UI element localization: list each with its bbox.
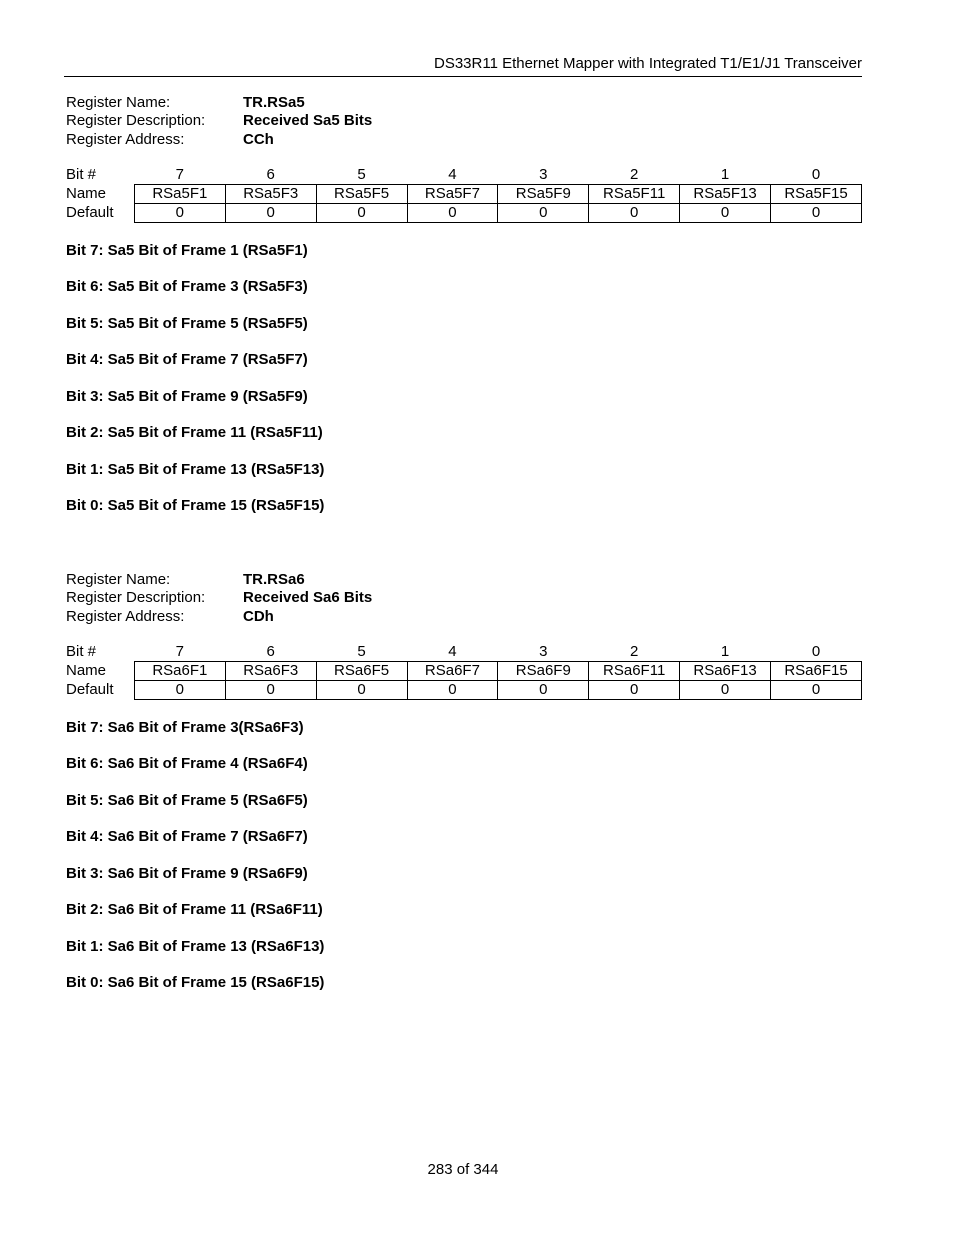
bit-number: 7 — [175, 642, 185, 660]
bit-name: RSa5F13 — [680, 184, 771, 203]
bit-description-list — [66, 719, 862, 1011]
bit-description: Bit 6: Sa5 Bit of Frame 3 (RSa5F3) — [66, 278, 308, 296]
bit-default-row — [66, 203, 862, 222]
register-name-label: Register Name: — [66, 94, 171, 111]
bit-default: 0 — [134, 203, 225, 222]
name-row-label: Name — [66, 661, 107, 679]
bit-name: RSa6F7 — [407, 661, 498, 680]
bit-description: Bit 4: Sa5 Bit of Frame 7 (RSa5F7) — [66, 351, 308, 369]
bit-default: 0 — [680, 680, 771, 699]
bit-number: 2 — [629, 642, 639, 660]
register-address-label: Register Address: — [66, 607, 185, 625]
register-info — [66, 571, 862, 626]
bit-number: 6 — [266, 165, 275, 183]
bit-description: Bit 2: Sa6 Bit of Frame 11 (RSa6F11) — [66, 901, 323, 919]
page-number: 283 of 344 — [427, 1161, 499, 1178]
register-description-value: Received Sa5 Bits — [243, 112, 373, 130]
bit-number: 0 — [811, 642, 821, 660]
register-name-value: TR.RSa5 — [243, 94, 305, 111]
bit-name: RSa5F7 — [407, 184, 498, 203]
bit-description: Bit 3: Sa6 Bit of Frame 9 (RSa6F9) — [66, 864, 308, 882]
bit-number: 0 — [811, 165, 821, 183]
bit-number-row — [66, 643, 862, 662]
bit-name: RSa6F9 — [498, 661, 589, 680]
bit-number: 3 — [539, 165, 548, 183]
bit-description: Bit 2: Sa5 Bit of Frame 11 (RSa5F11) — [66, 424, 323, 442]
bit-description: Bit 0: Sa6 Bit of Frame 15 (RSa6F15) — [66, 974, 325, 992]
bit-name: RSa5F1 — [134, 184, 225, 203]
bit-default-row — [66, 680, 862, 699]
page-header: DS33R11 Ethernet Mapper with Integrated T1/E1/J1 Transceiver — [64, 55, 862, 77]
bit-default: 0 — [407, 203, 498, 222]
bit-name: RSa5F15 — [771, 184, 862, 203]
bit-default: 0 — [589, 680, 680, 699]
bit-description: Bit 5: Sa6 Bit of Frame 5 (RSa6F5) — [66, 791, 308, 809]
bit-name: RSa5F5 — [316, 184, 407, 203]
bit-name: RSa5F9 — [498, 184, 589, 203]
bit-description: Bit 1: Sa5 Bit of Frame 13 (RSa5F13) — [66, 460, 325, 478]
register-name-value: TR.RSa6 — [243, 571, 305, 588]
register-block-rsa5 — [66, 94, 862, 534]
bit-default: 0 — [771, 680, 862, 699]
bit-name-row — [66, 661, 862, 680]
register-description-label: Register Description: — [66, 589, 206, 607]
bit-row-label: Bit # — [66, 166, 97, 184]
bit-table — [66, 643, 862, 700]
bit-default: 0 — [498, 680, 589, 699]
register-info — [66, 94, 862, 149]
bit-table — [66, 166, 862, 223]
bit-default: 0 — [407, 680, 498, 699]
register-address-label: Register Address: — [66, 130, 185, 148]
bit-name: RSa5F3 — [225, 184, 316, 203]
default-row-label: Default — [66, 680, 114, 698]
bit-description: Bit 7: Sa5 Bit of Frame 1 (RSa5F1) — [66, 241, 308, 259]
bit-default: 0 — [498, 203, 589, 222]
register-address-value: CDh — [243, 607, 274, 625]
bit-name: RSa6F11 — [589, 661, 680, 680]
bit-name: RSa5F11 — [589, 184, 680, 203]
bit-description: Bit 0: Sa5 Bit of Frame 15 (RSa5F15) — [66, 497, 325, 515]
bit-description: Bit 4: Sa6 Bit of Frame 7 (RSa6F7) — [66, 828, 308, 846]
bit-name: RSa6F15 — [771, 661, 862, 680]
bit-number: 4 — [448, 165, 457, 183]
bit-default: 0 — [680, 203, 771, 222]
bit-name: RSa6F3 — [225, 661, 316, 680]
bit-number-row — [66, 166, 862, 185]
bit-number: 1 — [720, 165, 730, 183]
default-row-label: Default — [66, 203, 114, 221]
bit-default: 0 — [225, 680, 316, 699]
bit-default: 0 — [316, 680, 407, 699]
bit-default: 0 — [771, 203, 862, 222]
bit-name: RSa6F1 — [134, 661, 225, 680]
bit-number: 5 — [357, 642, 366, 660]
bit-description: Bit 6: Sa6 Bit of Frame 4 (RSa6F4) — [66, 755, 308, 773]
bit-number: 6 — [266, 642, 275, 660]
bit-default: 0 — [316, 203, 407, 222]
bit-name: RSa6F13 — [680, 661, 771, 680]
bit-description-list — [66, 242, 862, 534]
register-address-value: CCh — [243, 130, 274, 148]
bit-description: Bit 5: Sa5 Bit of Frame 5 (RSa5F5) — [66, 314, 308, 332]
bit-number: 1 — [720, 642, 730, 660]
bit-row-label: Bit # — [66, 643, 97, 661]
bit-description: Bit 7: Sa6 Bit of Frame 3(RSa6F3) — [66, 718, 304, 736]
bit-number: 4 — [448, 642, 457, 660]
register-description-value: Received Sa6 Bits — [243, 589, 373, 607]
name-row-label: Name — [66, 184, 107, 202]
bit-number: 7 — [175, 165, 185, 183]
register-block-rsa6 — [66, 571, 862, 1011]
bit-default: 0 — [589, 203, 680, 222]
bit-number: 2 — [629, 165, 639, 183]
bit-default: 0 — [225, 203, 316, 222]
bit-default: 0 — [134, 680, 225, 699]
bit-number: 3 — [539, 642, 548, 660]
register-description-label: Register Description: — [66, 112, 206, 130]
bit-name: RSa6F5 — [316, 661, 407, 680]
register-name-label: Register Name: — [66, 571, 171, 588]
bit-number: 5 — [357, 165, 366, 183]
bit-name-row — [66, 184, 862, 203]
bit-description: Bit 3: Sa5 Bit of Frame 9 (RSa5F9) — [66, 387, 308, 405]
bit-description: Bit 1: Sa6 Bit of Frame 13 (RSa6F13) — [66, 937, 325, 955]
